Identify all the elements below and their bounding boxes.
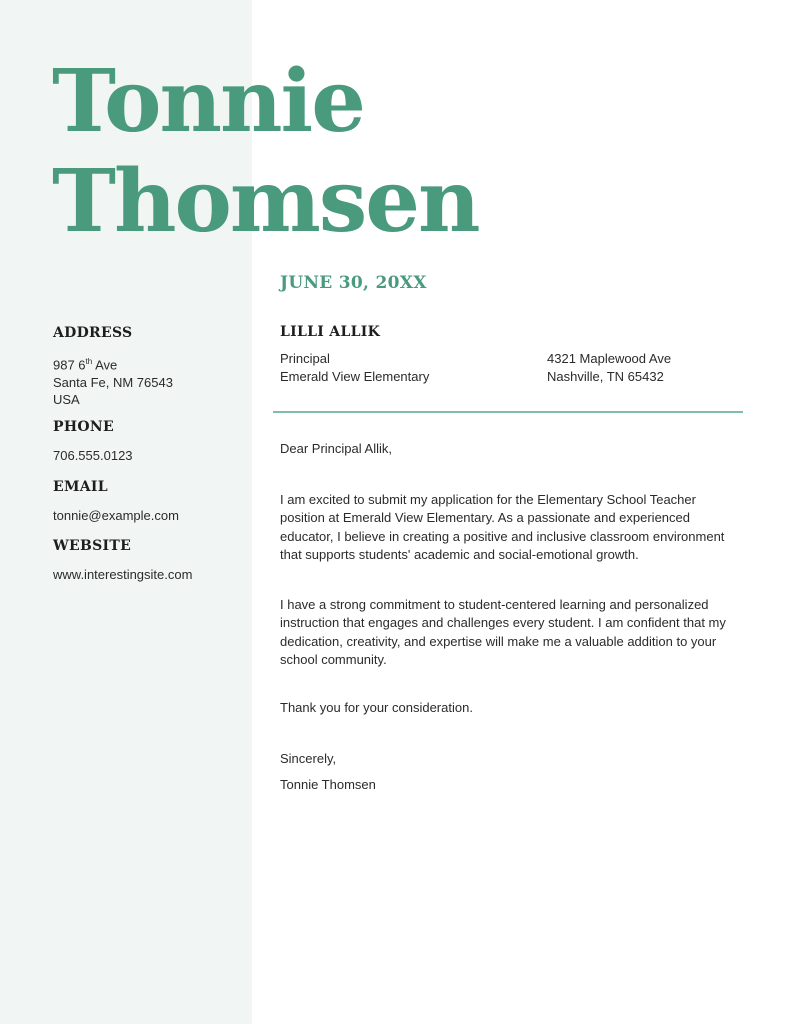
phone-heading: PHONE [53, 419, 114, 435]
email-value[interactable]: tonnie@example.com [53, 508, 179, 523]
recipient-city: Nashville, TN 65432 [547, 369, 664, 384]
address-city: Santa Fe, NM 76543 [53, 374, 173, 390]
letter-paragraph-1: I am excited to submit my application for the Elementary School Teacher position at Emerald View Elementary. As a passionate and experienced educator, I believe in creating a positive and inclusive classroom environment that supports students' academic and social-emotional growth. [280, 492, 725, 562]
closing-line: Sincerely, [280, 751, 337, 766]
website-value[interactable]: www.interestingsite.com [53, 567, 193, 582]
signature-name: Tonnie Thomsen [280, 777, 376, 792]
email-section [53, 479, 179, 525]
recipient-school: Emerald View Elementary [280, 369, 430, 384]
recipient-name: LILLI ALLIK [280, 324, 381, 340]
divider-rule [273, 411, 743, 413]
phone-section [53, 419, 133, 465]
phone-value: 706.555.0123 [53, 448, 133, 463]
address-country: USA [53, 392, 80, 408]
address-heading: ADDRESS [53, 325, 133, 341]
website-heading: WEBSITE [53, 538, 132, 554]
thanks-line: Thank you for your consideration. [280, 700, 473, 715]
sender-first-name: Tonnie [52, 51, 364, 152]
website-section [53, 538, 192, 584]
letter-paragraph-2: I have a strong commitment to student-centered learning and personalized instruction that engages and challenges every student. I am confident that my dedication, creativity, and expertise will make me a valuable addition to your school community. [280, 597, 726, 667]
recipient-address-block [547, 350, 671, 386]
recipient-role-block [280, 350, 429, 386]
salutation: Dear Principal Allik, [280, 441, 392, 456]
sender-name [52, 52, 479, 252]
letter-date: JUNE 30, 20XX [280, 273, 427, 293]
email-heading: EMAIL [53, 479, 108, 495]
sender-last-name: Thomsen [52, 151, 479, 252]
address-street: 987 6th Ave [53, 357, 118, 373]
address-section [53, 325, 173, 409]
recipient-title: Principal [280, 351, 330, 366]
recipient-street: 4321 Maplewood Ave [547, 351, 672, 366]
